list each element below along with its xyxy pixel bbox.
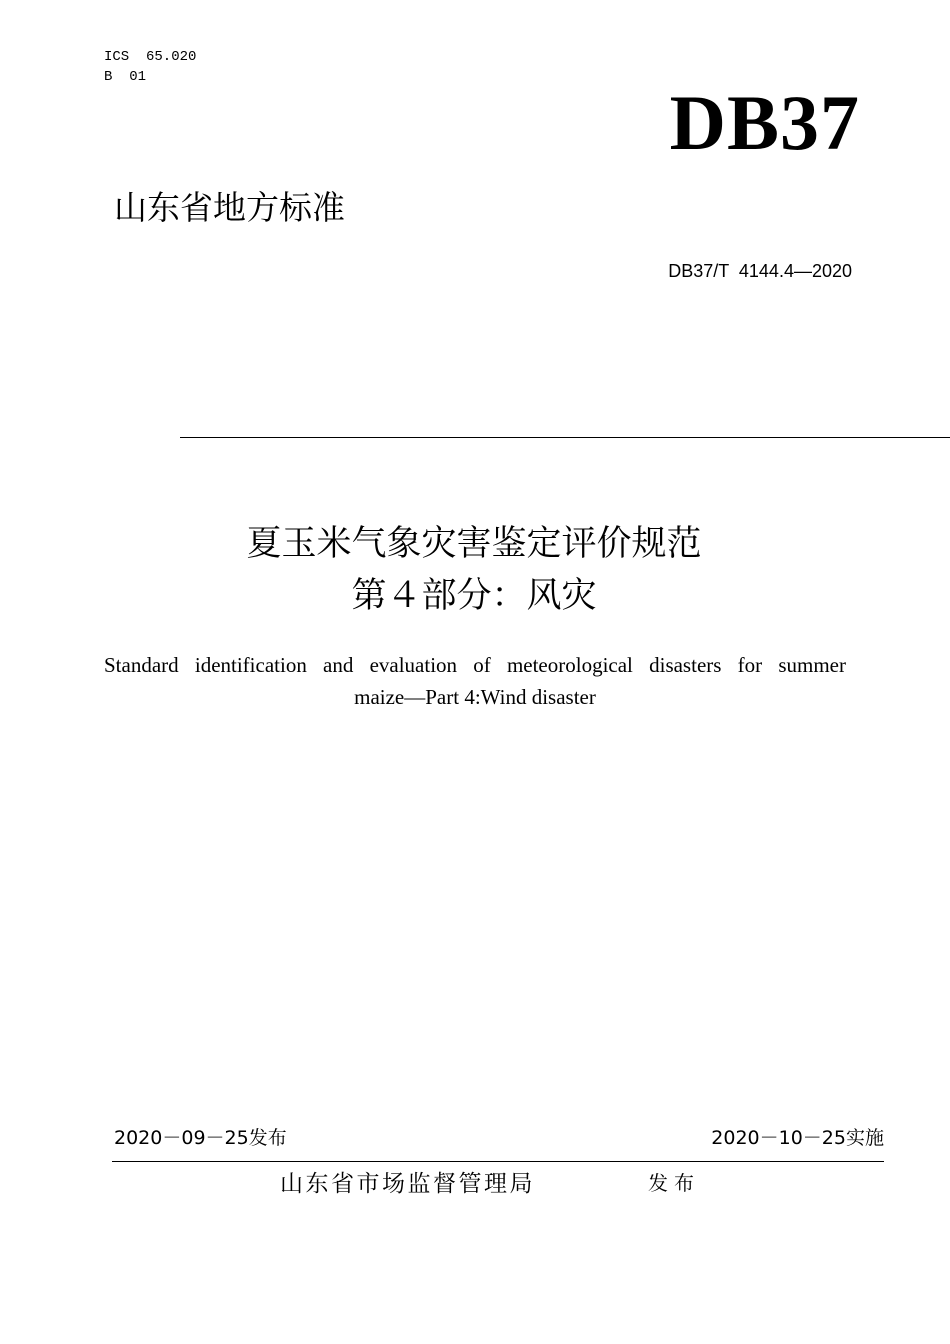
issue-date: 2020－09－25发布 [114, 1127, 287, 1149]
publish-label: 发布 [648, 1171, 700, 1195]
top-divider [180, 437, 950, 438]
english-title-line-1: Standard identification and evaluation of meteorological disasters for summer [104, 653, 846, 677]
english-title [104, 649, 846, 713]
bottom-divider [112, 1161, 884, 1162]
standard-logo: DB37 [669, 79, 860, 166]
ccs-code: B 01 [104, 69, 147, 85]
chinese-title [0, 518, 950, 622]
publisher-name: 山东省市场监督管理局 [280, 1171, 535, 1197]
standard-number: DB37/T 4144.4—2020 [668, 261, 852, 281]
chinese-title-line-1: 夏玉米气象灾害鉴定评价规范 [246, 524, 702, 564]
standard-type: 山东省地方标准 [114, 188, 345, 227]
implementation-date: 2020－10－25实施 [711, 1127, 884, 1149]
english-title-line-2: maize—Part 4:Wind disaster [354, 685, 596, 709]
ics-code: ICS 65.020 [104, 49, 197, 65]
chinese-title-line-2: 第４部分：风灾 [351, 576, 597, 616]
